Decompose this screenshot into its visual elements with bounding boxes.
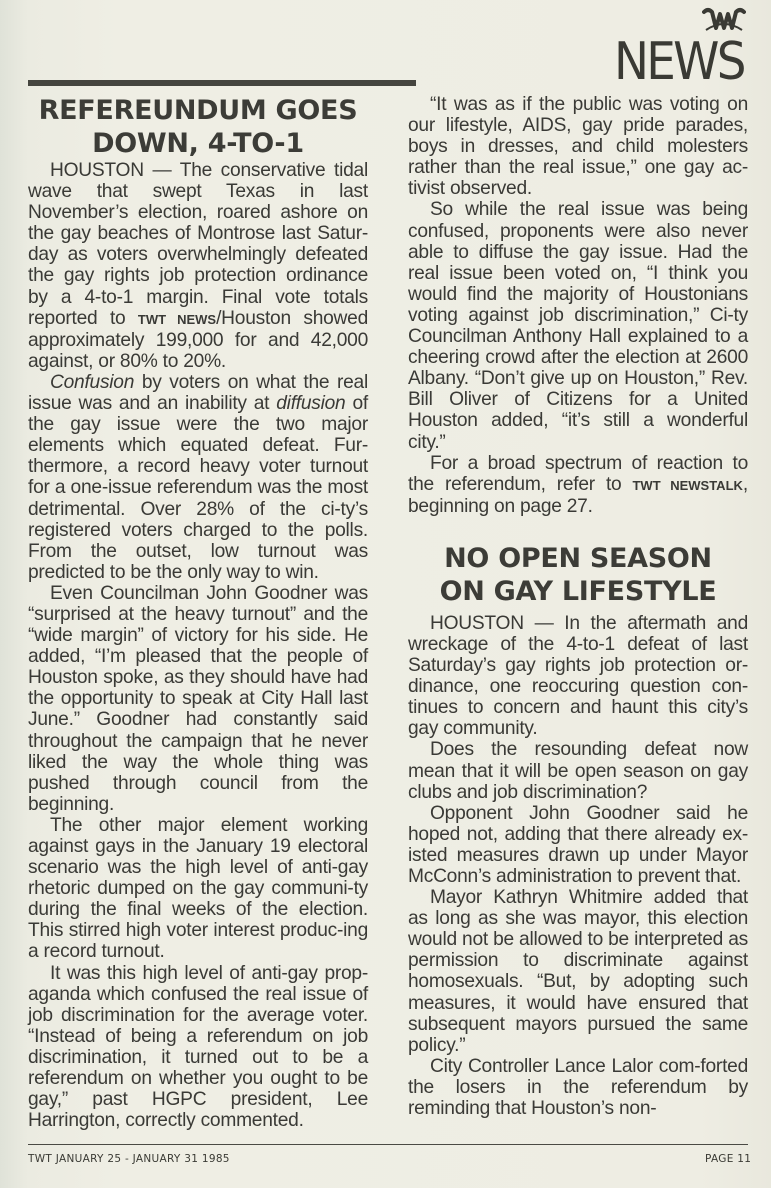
article-paragraph: City Controller Lance Lalor com-forted the losers in the referendum by reminding that Houston’s non- [408, 1055, 748, 1120]
twt-logo-icon [702, 6, 746, 34]
emphasis: Confusion [50, 371, 135, 393]
article-column-right [408, 94, 748, 1119]
masthead-rule [28, 80, 416, 86]
headline-line-1: REFEREUNDUM GOES [38, 95, 358, 126]
article-paragraph: “It was as if the public was voting on our lifestyle, AIDS, gay pride parades, boys in dresses, and child molesters rather than the real issue,” one gay ac-tivist observed. [408, 94, 748, 200]
article-paragraph: Does the resounding defeat now mean that it will be open season on gay clubs and job discrimination? [408, 739, 748, 803]
issue-date: TWT JANUARY 25 - JANUARY 31 1985 [28, 1153, 230, 1165]
article-headline [28, 94, 368, 160]
text: For a broad spectrum of reaction to the referendum, refer to [408, 452, 748, 495]
text: , beginning on page 27. [408, 473, 748, 517]
publication-name: TWT NEWSTALK [632, 477, 743, 493]
text: /Houston showed approximately 199,000 for and 42,000 against, or 80% to 20%. [28, 307, 369, 372]
article-paragraph: Even Councilman John Goodner was “surprised at the heavy turnout” and the “wide margin” of victory for his side. He added, “I’m pleased that the people of Houston spoke, as they should have had the opportunity to speak at City Hall last June.” Goodner had constantly said throughout the campaign that he never liked the way the whole thing was pushed through council from the beginning. [28, 582, 368, 815]
article-paragraph: Mayor Kathryn Whitmire added that as long as she was mayor, this election would not be allowed to be interpreted as permission to discriminate against homosexuals. “But, by adopting such measures, it would have ensured that subsequent mayors pursued the same policy.” [408, 887, 748, 1056]
article-paragraph [28, 160, 368, 372]
emphasis: diffusion [276, 393, 346, 415]
page-number: PAGE 11 [705, 1153, 752, 1165]
section-title: NEWS [614, 32, 744, 92]
article-paragraph [28, 372, 368, 583]
headline-line-2: ON GAY LIFESTYLE [439, 575, 717, 607]
article-paragraph [408, 453, 748, 517]
article-column-left [28, 94, 368, 1131]
article-paragraph: It was this high level of anti-gay prop-aganda which confused the real issue of job discrimination for the average voter. “Instead of being a referendum on job discrimination, it turned out to be a referendum on whether you ought to be gay,” past HGPC president, Lee Harrington, correctly commented. [28, 962, 368, 1132]
headline-line-1: NO OPEN SEASON [444, 542, 712, 574]
article-paragraph: Opponent John Goodner said he hoped not, adding that there already ex-isted measures drawn up under Mayor McConn’s administration to prevent that. [408, 802, 748, 887]
publication-name: TWT NEWS [137, 311, 217, 327]
article-paragraph: So while the real issue was being confused, proponents were also never able to diffuse the gay issue. Had the real issue been voted on, “I think you would find the majority of Houstonians voting against job discrimination,” Ci-ty Councilman Anthony Hall explained to a cheering crowd after the election at 2600 Albany. “Don’t give up on Houston,” Rev. Bill Oliver of Citizens for a United Houston added, “it’s still a wonderful city.” [408, 199, 748, 453]
footer-rule [28, 1144, 748, 1145]
headline-line-2: DOWN, 4-TO-1 [92, 128, 304, 159]
article-paragraph: HOUSTON — In the aftermath and wreckage of the 4-to-1 defeat of last Saturday’s gay rights job protection or-dinance, one reoccuring question con-tinues to concern and haunt this city’s gay community. [408, 612, 748, 740]
text: of the gay issue were the two major elements which equated defeat. Fur-thermore, a record heavy voter turnout for a one-issue referendum was the most detrimental. Over 28% of the ci-ty’s registered voters charged to the polls. From the outset, low turnout was predicted to be the only way to win. [28, 393, 368, 583]
article-paragraph: The other major element working against gays in the January 19 electoral scenario was the high level of anti-gay rhetoric dumped on the gay communi-ty during the final weeks of the election. This stirred high voter interest produc-ing a record turnout. [28, 814, 368, 963]
article-headline [408, 542, 748, 608]
text: HOUSTON — The conservative tidal wave that swept Texas in last November’s election, roared ashore on the gay beaches of Montrose last Satur-day as voters overwhelmingly defeated the gay rights job protection ordinance by a 4-to-1 margin. Final vote totals reported to [28, 160, 368, 329]
text: by voters on what the real issue was and an inability at [28, 371, 368, 415]
